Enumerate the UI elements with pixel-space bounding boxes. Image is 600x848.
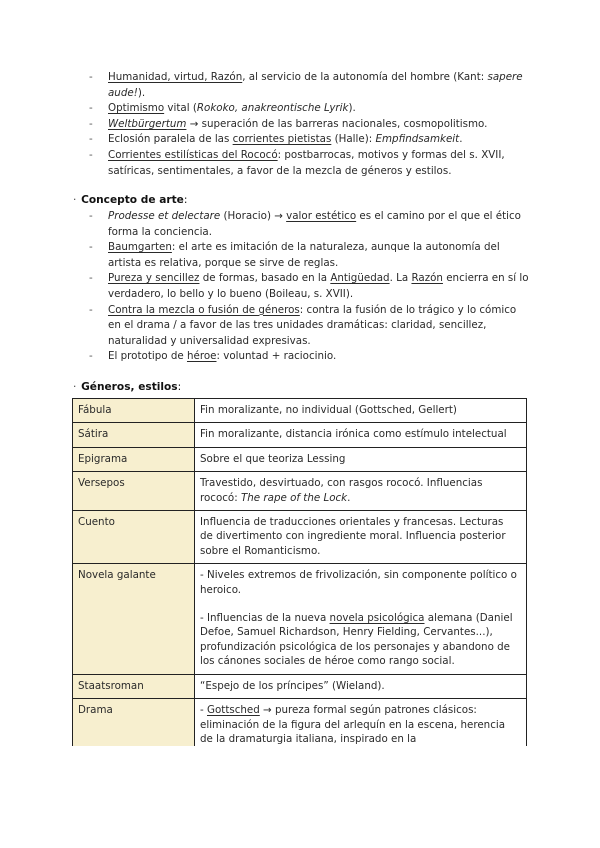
text-run: Fin moralizante, distancia irónica como estímulo intelectual [200, 428, 507, 441]
emphasized-text: The rape of the Lock [240, 491, 348, 504]
description-paragraph [200, 403, 518, 417]
text-run: es el camino por el que el ético forma la conciencia. [108, 210, 521, 238]
description-cell [195, 699, 527, 747]
description-paragraph [200, 427, 518, 441]
emphasized-text: héroe [186, 350, 217, 363]
genre-cell: Cuento [73, 511, 195, 564]
emphasized-text: Prodesse et delectare [108, 210, 221, 222]
list-item [108, 117, 530, 133]
description-paragraph [200, 611, 518, 669]
emphasized-text: Corrientes estilísticas del Rococó [108, 148, 278, 161]
concept-list [108, 209, 530, 365]
list-item [108, 349, 530, 365]
text-run: . [347, 491, 351, 504]
emphasized-text: Contra la mezcla o fusión de géneros [108, 303, 300, 316]
genre-cell: Staatsroman [73, 674, 195, 698]
text-run: → superación de las barreras nacionales, cosmopolitismo. [186, 117, 488, 130]
table-row [73, 699, 527, 747]
emphasized-text: valor estético [286, 210, 357, 222]
text-run: de formas, basado en la [199, 272, 331, 285]
emphasized-text: Humanidad, virtud, Razón [108, 71, 243, 83]
list-item [108, 303, 530, 350]
text-run: alemana (Daniel Defoe, Samuel Richardson, Henry Fielding, Cervantes...), profundización psicológica de los personajes y abandono de los cánones sociales de héroe como rango social. [200, 612, 513, 668]
description-paragraph [200, 568, 518, 597]
text-run: Influencia de traducciones orientales y francesas. Lecturas de divertimento con ingrediente moral. Influencia posterior sobre el Romanticismo. [200, 516, 506, 557]
emphasized-text: Pureza y sencillez [108, 272, 200, 285]
heading-colon: : [177, 381, 182, 393]
genres-table [72, 398, 527, 746]
description-paragraph [200, 515, 518, 558]
table-row [73, 511, 527, 564]
list-item [108, 70, 530, 101]
table-row [73, 472, 527, 511]
text-run: Travestido, desvirtuado, con rasgos rococó. Influencias rococó: [200, 477, 483, 504]
table-row [73, 564, 527, 674]
description-cell [195, 674, 527, 698]
text-run: (Horacio) → [220, 210, 287, 222]
text-run: . [459, 133, 463, 146]
emphasized-text: Rokoko, anakreontische Lyrik [196, 102, 349, 115]
text-run: - Niveles extremos de frivolización, sin componente político o heroico. [200, 569, 517, 596]
emphasized-text: Baumgarten [108, 241, 172, 254]
text-run: : postbarrocas, motivos y formas del s. XVII, satíricas, sentimentales, a favor de la mezcla de géneros y estilos. [108, 148, 505, 177]
ideals-list [108, 70, 530, 179]
genre-cell: Drama [73, 699, 195, 747]
text-run: (Halle): [331, 133, 376, 146]
table-row [73, 674, 527, 698]
text-run: . La [389, 272, 412, 285]
text-run: El prototipo de [108, 350, 187, 363]
emphasized-text: Antigüedad [330, 272, 390, 285]
description-cell [195, 423, 527, 447]
genre-cell: Novela galante [73, 564, 195, 674]
list-item [108, 101, 530, 117]
emphasized-text: corrientes pietistas [232, 133, 332, 146]
genre-cell: Sátira [73, 423, 195, 447]
text-run: - Influencias de la nueva [200, 612, 330, 625]
description-cell [195, 564, 527, 674]
table-row [73, 399, 527, 423]
text-run: Sobre el que teoriza Lessing [200, 452, 346, 465]
emphasized-text: Empfindsamkeit [375, 133, 460, 146]
description-cell [195, 511, 527, 564]
table-row [73, 423, 527, 447]
text-run: vital ( [164, 102, 197, 115]
description-paragraph [200, 452, 518, 466]
genres-heading [73, 381, 181, 393]
emphasized-text: Gottsched [207, 704, 260, 717]
concept-heading-text: Concepto de arte [81, 194, 184, 206]
text-run: : el arte es imitación de la naturaleza, aunque la autonomía del artista es relativa, porque se sirve de reglas. [108, 241, 500, 269]
heading-bullet: · [73, 381, 77, 393]
text-run: Eclosión paralela de las [108, 133, 233, 146]
description-paragraph [200, 703, 518, 746]
emphasized-text: Razón [411, 272, 443, 285]
text-run: encierra en sí lo verdadero, lo bello y lo bueno (Boileau, s. XVII). [108, 272, 529, 300]
emphasized-text: sapere aude! [108, 71, 523, 99]
description-cell [195, 447, 527, 471]
emphasized-text: novela psicológica [329, 612, 425, 625]
genres-heading-text: Géneros, estilos [81, 381, 178, 393]
text-run: Fin moralizante, no individual (Gottsched, Gellert) [200, 404, 457, 416]
genre-cell: Versepos [73, 472, 195, 511]
text-run: “Espejo de los príncipes” (Wieland). [200, 679, 385, 692]
description-paragraph [200, 679, 518, 693]
emphasized-text: Weltbürgertum [108, 117, 187, 130]
text-run: : contra la fusión de lo trágico y lo cómico en el drama / a favor de las tres unidades dramáticas: claridad, sencillez, naturalidad y universalidad expresivas. [108, 303, 517, 347]
genre-cell: Epigrama [73, 447, 195, 471]
description-paragraph [200, 476, 518, 505]
heading-bullet: · [73, 194, 77, 206]
text-run: → pureza formal según patrones clásicos: eliminación de la figura del arlequín en la escena, herencia de la dramaturgia italiana, inspirado en la [200, 704, 506, 745]
list-item [108, 271, 530, 302]
emphasized-text: Optimismo [108, 102, 165, 115]
list-item [108, 132, 530, 148]
text-run: ). [137, 86, 146, 99]
list-item [108, 240, 530, 271]
concept-heading [73, 194, 187, 206]
text-run: , al servicio de la autonomía del hombre (Kant: [242, 71, 488, 83]
list-item [108, 209, 530, 240]
text-run: : voluntad + raciocinio. [216, 350, 337, 363]
genre-cell: Fábula [73, 399, 195, 423]
heading-colon: : [183, 194, 188, 206]
text-run: ). [348, 102, 356, 115]
text-run: - [200, 704, 207, 717]
description-cell [195, 399, 527, 423]
table-row [73, 447, 527, 471]
description-cell [195, 472, 527, 511]
list-item [108, 148, 530, 179]
